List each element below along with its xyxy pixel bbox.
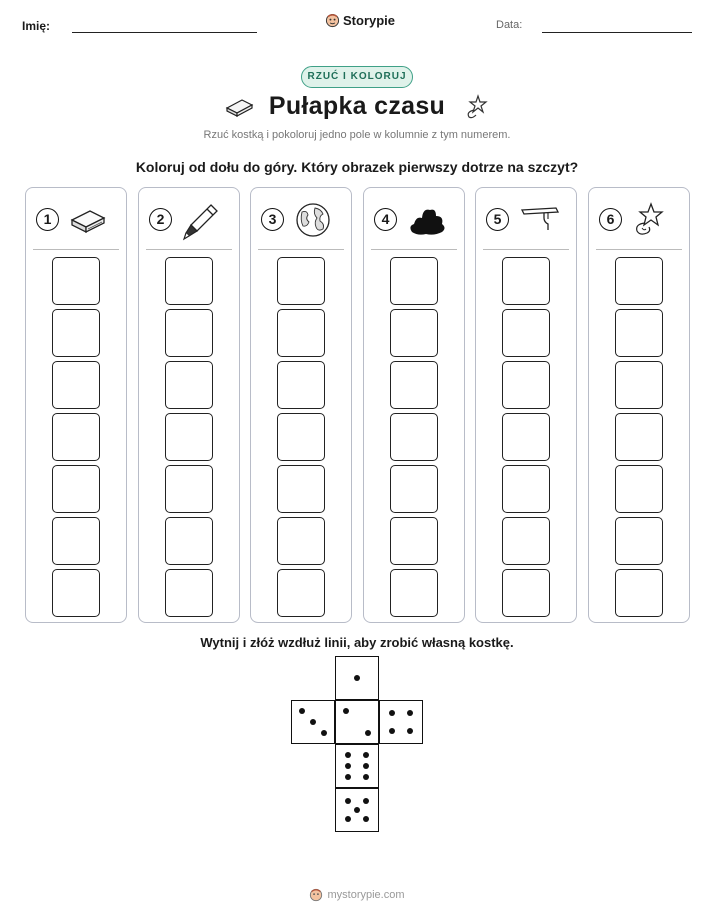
pip [343, 708, 349, 714]
book-icon [68, 202, 108, 238]
color-cell[interactable] [615, 257, 663, 305]
color-cell[interactable] [390, 257, 438, 305]
color-cell[interactable] [165, 361, 213, 409]
pip [389, 710, 395, 716]
color-cell[interactable] [277, 361, 325, 409]
pip [310, 719, 316, 725]
column-number: 4 [374, 208, 397, 231]
color-cell[interactable] [277, 569, 325, 617]
column-4 [363, 187, 465, 623]
color-cell[interactable] [52, 309, 100, 357]
column-6 [588, 187, 690, 623]
name-line[interactable] [72, 32, 257, 33]
pip [363, 798, 369, 804]
pip [363, 752, 369, 758]
shelf-icon [518, 202, 562, 238]
color-cell[interactable] [615, 309, 663, 357]
pie-mascot-icon [325, 13, 340, 28]
color-cell[interactable] [615, 517, 663, 565]
color-cell[interactable] [390, 569, 438, 617]
die-face-2 [335, 700, 379, 744]
color-cell[interactable] [52, 361, 100, 409]
column-2 [138, 187, 240, 623]
color-cell[interactable] [615, 465, 663, 513]
date-line[interactable] [542, 32, 692, 33]
column-divider [371, 249, 457, 250]
pip [363, 763, 369, 769]
column-number: 1 [36, 208, 59, 231]
color-cell[interactable] [52, 257, 100, 305]
column-number: 5 [486, 208, 509, 231]
pip [363, 816, 369, 822]
column-divider [483, 249, 569, 250]
die-face-4 [379, 700, 423, 744]
pip [345, 798, 351, 804]
shooting-star-icon [463, 94, 489, 120]
color-cell[interactable] [52, 413, 100, 461]
color-cell[interactable] [52, 465, 100, 513]
column-divider [33, 249, 119, 250]
color-cell[interactable] [390, 361, 438, 409]
color-cell[interactable] [165, 309, 213, 357]
name-label: Imię: [22, 19, 51, 33]
pip [321, 730, 327, 736]
pip [407, 710, 413, 716]
pip [345, 763, 351, 769]
color-cell[interactable] [165, 569, 213, 617]
column-divider [258, 249, 344, 250]
pip [354, 675, 360, 681]
pip [407, 728, 413, 734]
color-cell[interactable] [277, 309, 325, 357]
globe-icon [293, 202, 333, 238]
color-cell[interactable] [52, 517, 100, 565]
footer-url[interactable]: mystorypie.com [327, 889, 405, 901]
brand-name: Storypie [343, 13, 396, 28]
die-face-1 [335, 656, 379, 700]
storypie-logo [325, 13, 395, 28]
column-number: 2 [149, 208, 172, 231]
date-label: Data: [496, 19, 523, 31]
column-number: 6 [599, 208, 622, 231]
die-face-5 [335, 788, 379, 832]
column-divider [596, 249, 682, 250]
shooting-star-icon [631, 202, 667, 238]
column-5 [475, 187, 577, 623]
color-cell[interactable] [165, 257, 213, 305]
color-cell[interactable] [502, 517, 550, 565]
color-cell[interactable] [502, 257, 550, 305]
color-cell[interactable] [165, 465, 213, 513]
color-cell[interactable] [277, 517, 325, 565]
category-badge: RZUĆ I KOLORUJ [301, 66, 413, 88]
ink-blot-icon [406, 202, 448, 238]
die-face-3 [291, 700, 335, 744]
pie-mascot-icon [309, 888, 323, 902]
pip [389, 728, 395, 734]
color-cell[interactable] [390, 465, 438, 513]
pip [354, 807, 360, 813]
cut-instruction: Wytnij i złóż wzdłuż linii, aby zrobić własną kostkę. [200, 635, 514, 650]
color-cell[interactable] [615, 361, 663, 409]
color-cell[interactable] [165, 517, 213, 565]
fountain-pen-icon [181, 202, 221, 242]
footer [0, 888, 714, 905]
color-cell[interactable] [277, 257, 325, 305]
color-cell[interactable] [502, 413, 550, 461]
color-cell[interactable] [390, 309, 438, 357]
pip [299, 708, 305, 714]
color-cell[interactable] [502, 309, 550, 357]
pip [345, 774, 351, 780]
pip [363, 774, 369, 780]
column-number: 3 [261, 208, 284, 231]
pip [345, 816, 351, 822]
color-cell[interactable] [390, 413, 438, 461]
column-1 [25, 187, 127, 623]
subtitle: Rzuć kostką i pokoloruj jedno pole w kolumnie z tym numerem. [203, 129, 511, 141]
column-divider [146, 249, 232, 250]
pip [365, 730, 371, 736]
color-cell[interactable] [390, 517, 438, 565]
color-cell[interactable] [52, 569, 100, 617]
column-3 [250, 187, 352, 623]
color-cell[interactable] [502, 361, 550, 409]
color-cell[interactable] [277, 413, 325, 461]
color-cell[interactable] [615, 569, 663, 617]
color-cell[interactable] [502, 569, 550, 617]
color-cell[interactable] [502, 465, 550, 513]
color-cell[interactable] [165, 413, 213, 461]
pip [345, 752, 351, 758]
instruction: Koloruj od dołu do góry. Który obrazek pierwszy dotrze na szczyt? [135, 159, 579, 175]
page-title: Pułapka czasu [268, 92, 446, 120]
die-face-6 [335, 744, 379, 788]
color-cell[interactable] [277, 465, 325, 513]
color-cell[interactable] [615, 413, 663, 461]
